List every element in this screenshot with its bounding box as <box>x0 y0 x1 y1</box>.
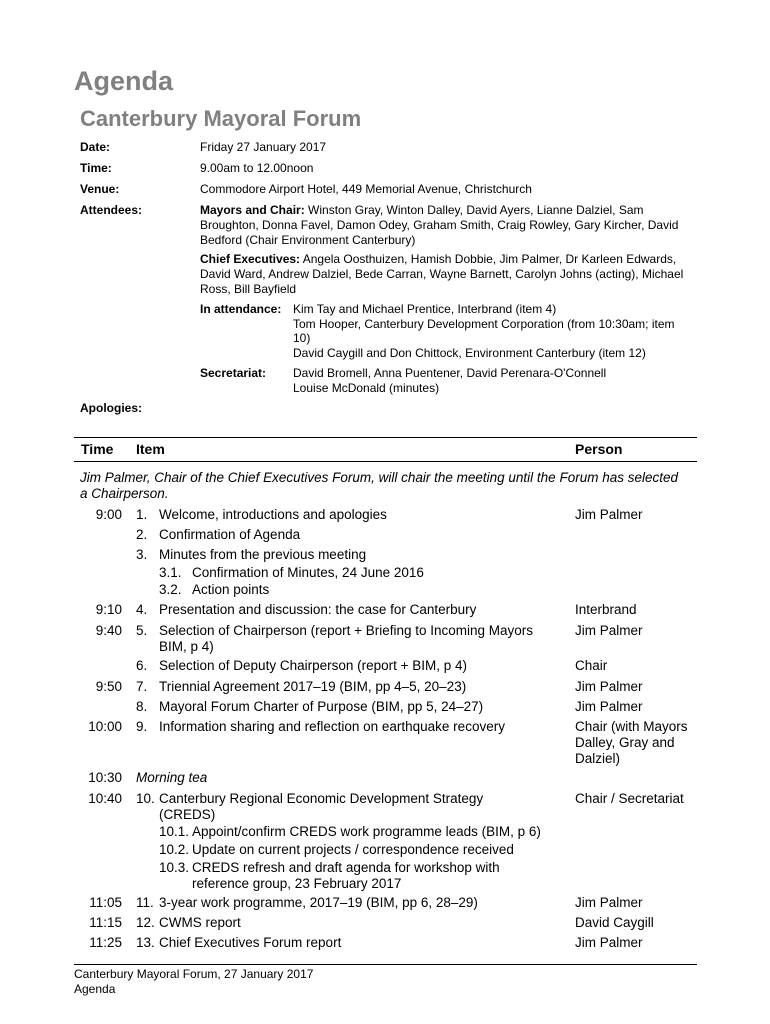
row-subitem: Confirmation of Minutes, 24 June 2016 <box>192 565 424 580</box>
time-label: Time: <box>80 161 112 175</box>
row-person: Jim Palmer <box>575 935 643 950</box>
row-subitem-continued: reference group, 23 February 2017 <box>192 876 402 891</box>
row-time: 10:40 <box>88 791 122 806</box>
date-label: Date: <box>80 140 111 154</box>
row-number: 5. <box>136 623 148 638</box>
secretariat-item: Louise McDonald (minutes) <box>293 380 440 395</box>
row-time: 9:10 <box>95 602 122 617</box>
row-subnumber: 3.2. <box>159 582 182 597</box>
row-item: Presentation and discussion: the case for Canterbury <box>159 602 477 617</box>
ce-label: Chief Executives: <box>200 252 301 266</box>
row-number: 12. <box>136 915 155 930</box>
row-subitem: Update on current projects / correspondence received <box>192 842 514 857</box>
row-item: Confirmation of Agenda <box>159 527 301 542</box>
row-time: 11:15 <box>89 915 122 930</box>
row-item: 3-year work programme, 2017–19 (BIM, pp 6, 28–29) <box>159 895 478 910</box>
page-footer <box>74 967 313 997</box>
row-person: Interbrand <box>575 602 637 617</box>
row-subitem: CREDS refresh and draft agenda for workshop with <box>192 860 500 875</box>
row-item: Information sharing and reflection on earthquake recovery <box>159 719 505 734</box>
row-time: 10:00 <box>88 719 122 734</box>
mayors-value <box>200 203 685 248</box>
row-number: 13. <box>136 935 155 950</box>
row-number: 4. <box>136 602 148 617</box>
row-subitem: Action points <box>192 582 270 597</box>
row-item: Triennial Agreement 2017–19 (BIM, pp 4–5, 20–23) <box>159 679 467 694</box>
col-header-person: Person <box>575 441 623 457</box>
time-value: 9.00am to 12.00noon <box>200 161 314 175</box>
row-subitem: Appoint/confirm CREDS work programme leads (BIM, p 6) <box>192 824 541 839</box>
row-number: 8. <box>136 699 148 714</box>
date-value: Friday 27 January 2017 <box>200 140 327 154</box>
page-title: Agenda <box>74 66 174 96</box>
row-number: 1. <box>136 507 148 522</box>
venue-value: Commodore Airport Hotel, 449 Memorial Avenue, Christchurch <box>200 182 532 196</box>
row-item-continued: (CREDS) <box>159 807 216 822</box>
row-number: 10. <box>136 791 155 806</box>
morning-tea-label: Morning tea <box>136 770 208 785</box>
row-time: 11:25 <box>89 935 122 950</box>
footer-line: Canterbury Mayoral Forum, 27 January 2017 <box>74 967 314 981</box>
row-number: 6. <box>136 658 148 673</box>
secretariat-item: David Bromell, Anna Puentener, David Perenara-O'Connell <box>293 366 607 380</box>
row-person: Jim Palmer <box>575 507 643 522</box>
table-top-rule <box>74 437 697 438</box>
secretariat-list <box>293 366 693 395</box>
row-item: CWMS report <box>159 915 241 930</box>
row-number: 3. <box>136 547 148 562</box>
row-number: 7. <box>136 679 148 694</box>
footer-rule <box>74 964 697 965</box>
row-item: Welcome, introductions and apologies <box>159 507 387 522</box>
ce-value <box>200 252 685 297</box>
col-header-item: Item <box>136 441 165 457</box>
in-attendance-item: David Caygill and Don Chittock, Environment Canterbury (item 12) <box>293 345 646 360</box>
row-time: 9:50 <box>95 679 122 694</box>
row-number: 2. <box>136 527 148 542</box>
mayors-list: Winston Gray, Winton Dalley, David Ayers, Lianne Dalziel, Sam Broughton, Donna Favel, Damon Odey, Graham Smith, Craig Rowley, Gary Kircher, David Bedford (Chair Environment Canterbury) <box>200 203 679 247</box>
row-subnumber: 10.3. <box>159 860 190 875</box>
venue-label: Venue: <box>80 182 120 196</box>
table-header-rule <box>74 461 697 462</box>
row-item: Chief Executives Forum report <box>159 935 342 950</box>
row-person: Jim Palmer <box>575 895 643 910</box>
row-item: Minutes from the previous meeting <box>159 547 367 562</box>
row-time: 11:05 <box>89 895 122 910</box>
row-person: Chair / Secretariat <box>575 791 684 806</box>
row-subnumber: 3.1. <box>159 565 182 580</box>
row-person: David Caygill <box>575 915 654 930</box>
row-person: Chair (with Mayors <box>575 719 688 734</box>
row-item: Selection of Chairperson (report + Briefing to Incoming Mayors <box>159 623 534 638</box>
attendees-label: Attendees: <box>80 203 143 217</box>
row-person: Jim Palmer <box>575 623 643 638</box>
in-attendance-item: Kim Tay and Michael Prentice, Interbrand (item 4) <box>293 302 557 316</box>
page-subtitle: Canterbury Mayoral Forum <box>80 106 362 131</box>
row-item: Mayoral Forum Charter of Purpose (BIM, pp 5, 24–27) <box>159 699 484 714</box>
mayors-label: Mayors and Chair: <box>200 203 305 217</box>
ce-list: Angela Oosthuizen, Hamish Dobbie, Jim Palmer, Dr Karleen Edwards, David Ward, Andrew Dalziel, Bede Carran, Wayne Barnett, Carolyn Johns (acting), Michael Ross, Bill Bayfield <box>200 252 684 296</box>
row-number: 11. <box>136 895 154 910</box>
row-subnumber: 10.2. <box>159 842 190 857</box>
in-attendance-label: In attendance: <box>200 302 282 316</box>
in-attendance-item: Tom Hooper, Canterbury Development Corporation (from 10:30am; item 10) <box>293 316 675 345</box>
in-attendance-list <box>293 302 693 360</box>
apologies-label: Apologies: <box>80 401 142 415</box>
row-person: Jim Palmer <box>575 679 643 694</box>
col-header-time: Time <box>81 441 114 457</box>
row-person: Jim Palmer <box>575 699 643 714</box>
row-item: Canterbury Regional Economic Development Strategy <box>159 791 484 806</box>
row-time: 9:40 <box>95 623 122 638</box>
row-number: 9. <box>136 719 148 734</box>
row-item-continued: BIM, p 4) <box>159 639 214 654</box>
row-subnumber: 10.1. <box>159 824 190 839</box>
row-time: 10:30 <box>88 770 122 785</box>
secretariat-label: Secretariat: <box>200 366 267 380</box>
row-item: Selection of Deputy Chairperson (report + BIM, p 4) <box>159 658 468 673</box>
chair-note: Jim Palmer, Chair of the Chief Executives Forum, will chair the meeting until the Forum has selected a Chairperson. <box>80 470 678 501</box>
row-person: Chair <box>575 658 608 673</box>
footer-line: Agenda <box>74 982 116 996</box>
row-person-continued: Dalziel) <box>575 751 621 766</box>
row-person-continued: Dalley, Gray and <box>575 735 675 750</box>
row-time: 9:00 <box>95 507 122 522</box>
